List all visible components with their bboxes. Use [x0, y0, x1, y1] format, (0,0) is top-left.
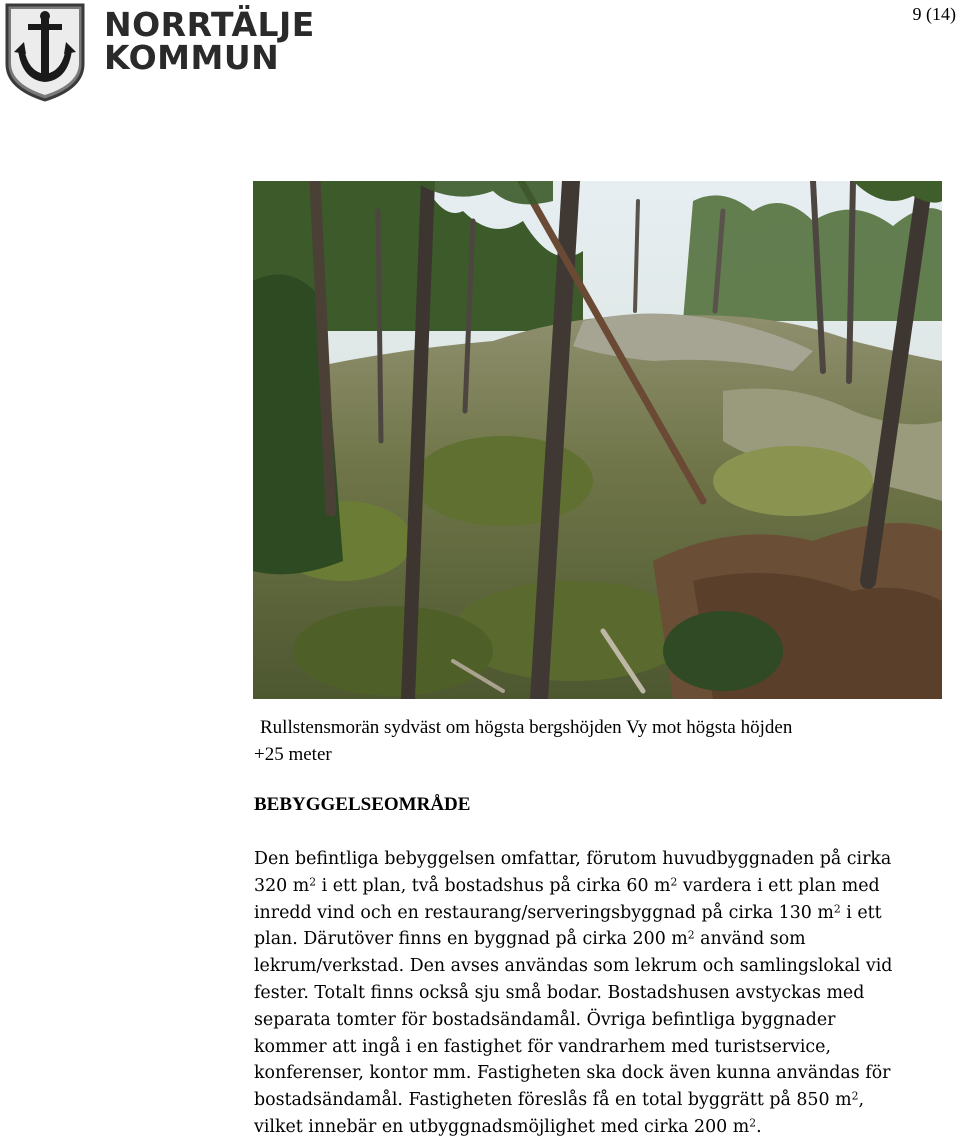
caption-line-2: +25 meter — [254, 744, 332, 765]
body-line — [254, 1087, 954, 1114]
superscript: 2 — [851, 1089, 859, 1103]
text-run: 320 m — [254, 875, 310, 896]
superscript: 2 — [670, 875, 678, 889]
anchor-shield-icon — [4, 2, 86, 102]
text-run: kommer att ingå i en fastighet för vandrarhem med turistservice, — [254, 1036, 831, 1057]
text-run: , — [858, 1090, 864, 1111]
brand-line-2: KOMMUN — [104, 38, 280, 77]
caption-line-1: Rullstensmorän sydväst om högsta bergshöjden Vy mot högsta höjden — [260, 717, 793, 738]
body-line — [254, 846, 954, 873]
body-line — [254, 953, 954, 980]
municipality-logo — [4, 2, 315, 102]
text-run: lekrum/verkstad. Den avses användas som lekrum och samlingslokal vid — [254, 956, 893, 977]
text-run: . — [756, 1116, 762, 1137]
body-line — [254, 900, 954, 927]
body-line — [254, 1034, 954, 1061]
text-run: i ett plan, två bostadshus på cirka 60 m — [316, 875, 671, 896]
superscript: 2 — [749, 1116, 757, 1130]
superscript: 2 — [687, 929, 695, 942]
text-run: separata tomter för bostadsändamål. Övriga befintliga byggnader — [254, 1009, 836, 1030]
superscript: 2 — [833, 902, 841, 916]
text-run: vilket innebär en utbyggnadsmöjlighet med cirka 200 m — [254, 1116, 750, 1137]
body-line — [254, 926, 954, 953]
text-run: inredd vind och en restaurang/serveringsbyggnad på cirka 130 m — [254, 902, 834, 923]
text-run: fester. Totalt finns också sju små bodar. Bostadshusen avstyckas med — [254, 982, 865, 1003]
photo-caption — [254, 714, 944, 768]
text-run: plan. Därutöver finns en byggnad på cirka 200 m — [254, 929, 688, 950]
text-run: vardera i ett plan med — [677, 875, 880, 896]
text-run: använd som — [694, 929, 806, 950]
superscript: 2 — [309, 875, 317, 889]
text-run: i ett — [840, 902, 882, 923]
section-body — [254, 846, 954, 1141]
body-line — [254, 1060, 954, 1087]
forest-photo — [253, 181, 942, 699]
body-line — [254, 1007, 954, 1034]
body-line — [254, 873, 954, 900]
text-run: Den befintliga bebyggelsen omfattar, förutom huvudbyggnaden på cirka — [254, 849, 892, 869]
body-line — [254, 1114, 954, 1141]
text-run: konferenser, kontor mm. Fastigheten ska dock även kunna användas för — [254, 1063, 891, 1084]
brand-line-1: NORRTÄLJE — [104, 5, 315, 44]
text-run: bostadsändamål. Fastigheten föreslås få en total byggrätt på 850 m — [254, 1090, 852, 1111]
body-line — [254, 980, 954, 1007]
page-number: 9 (14) — [912, 4, 956, 24]
section-heading: BEBYGGELSEOMRÅDE — [254, 794, 471, 815]
municipality-name — [104, 5, 315, 77]
forest-image — [253, 181, 942, 699]
